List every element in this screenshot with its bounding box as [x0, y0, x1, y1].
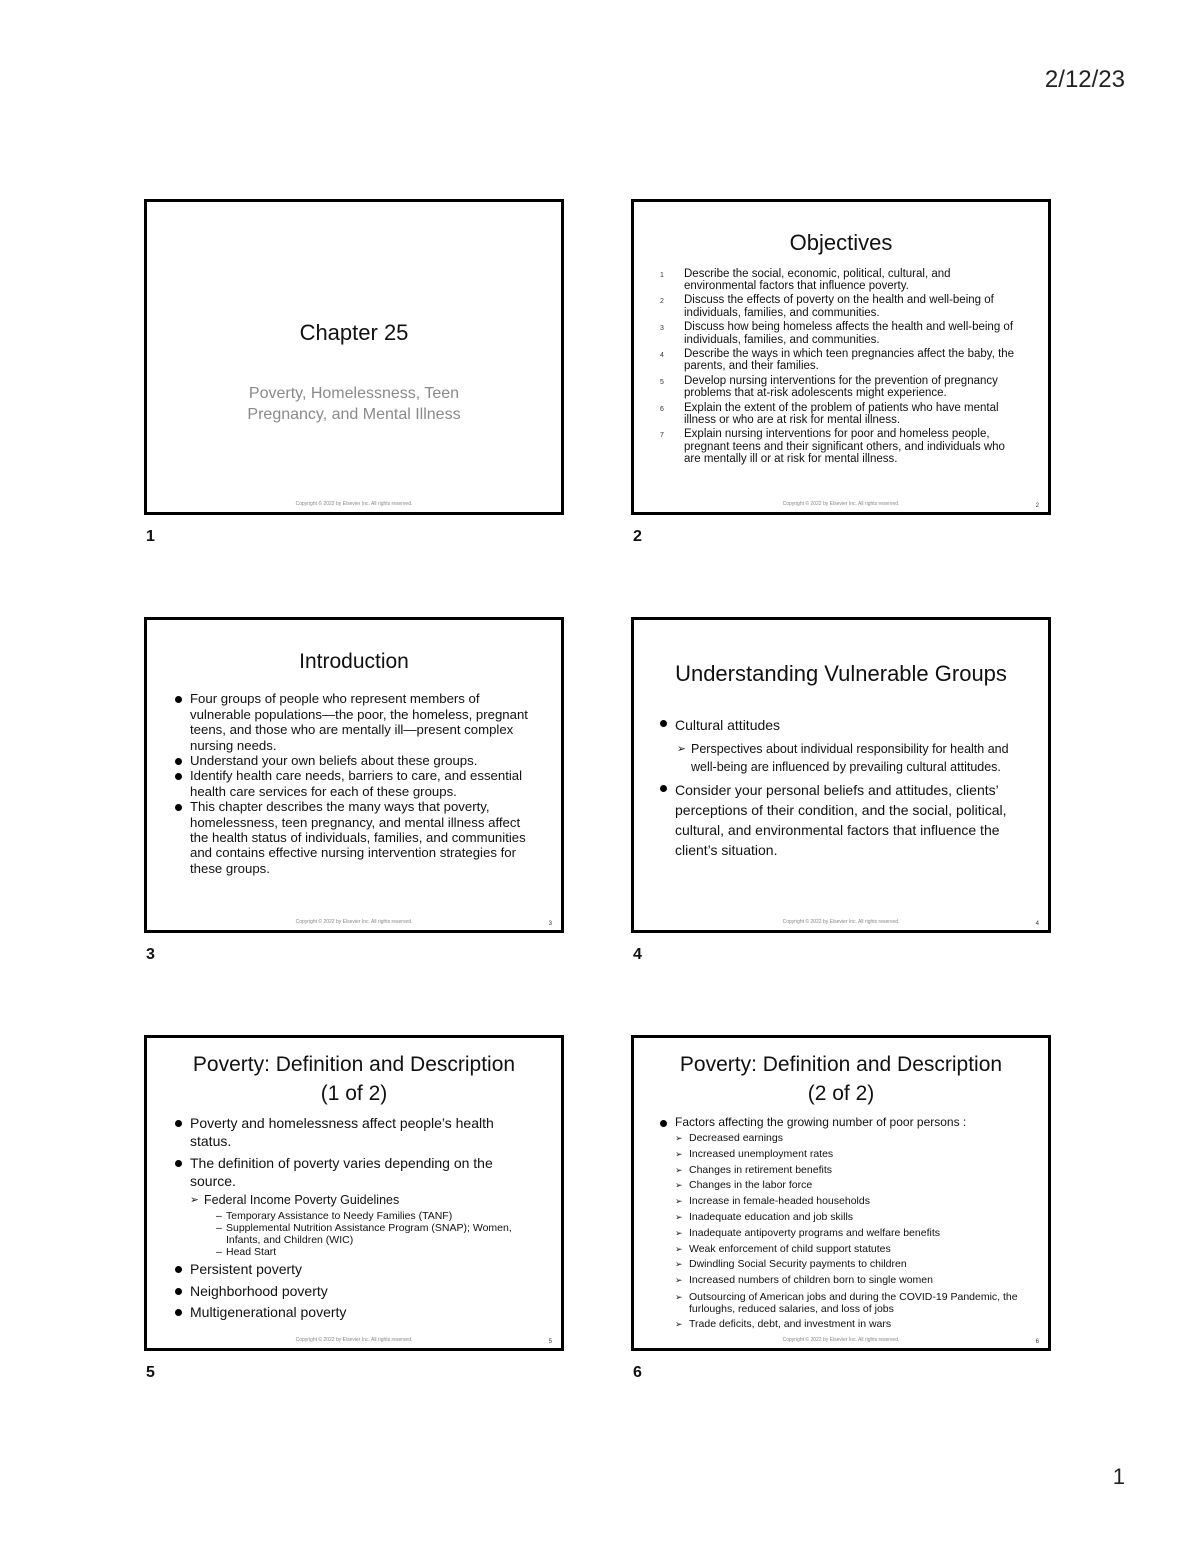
slide-title: Poverty: Definition and Description (2 of 2) — [679, 1053, 1003, 1105]
objectives-list — [648, 268, 1024, 466]
bullet-list — [173, 1115, 531, 1322]
page-number: 1 — [1112, 1464, 1125, 1489]
slide-4 — [631, 617, 1051, 933]
slide-6 — [631, 1035, 1051, 1351]
list-item: 6 Explain the extent of the problem of patients who have mental illness or who are at risk for mental illness. — [660, 401, 999, 427]
slide-number: 5 — [146, 1364, 155, 1381]
copyright-text: Copyright © 2022 by Elsevier Inc. All rights reserved. — [782, 501, 900, 507]
sub-item: ➢ Changes in the labor force — [675, 1178, 1018, 1194]
sub-item: ➢ Changes in retirement benefits — [675, 1163, 1018, 1179]
sub-list — [190, 1192, 531, 1258]
list-item: Factors affecting the growing number of poor persons : ➢ Decreased earnings ➢ Increased unemployment rates ➢ Changes in retirement benefits ➢ Changes in the labor force ➢ Increase in female-headed households ➢ Inadequate education and job skills ➢ Inadequate antipoverty programs and welfare benefits ➢ Weak enforcement of child support statutes ➢ Dwindling Social Security payments to children ➢ Increased numbers of children born to single women ➢ Outsourcing of American jobs and during the COVID-19 Pandemic, the furloughs, reduced salaries, and loss of jobs ➢ Trade deficits, debt, and investment in wars — [658, 1115, 1018, 1333]
corner-slide-number: 6 — [1035, 1339, 1039, 1345]
sub-item: ➢ Weak enforcement of child support statutes — [675, 1242, 1018, 1258]
slide-title: Objectives — [789, 230, 893, 255]
list-item: Identify health care needs, barriers to care, and essential health care services for each of these groups. — [173, 768, 535, 799]
list-item: 7 Explain nursing interventions for poor and homeless people, pregnant teens and their significant others, and individuals who are mentally ill or at risk for mental illness. — [660, 428, 1005, 466]
sub-item: ➢ Perspectives about individual responsibility for health and well-being are influenced by prevailing cultural attitudes. — [677, 740, 1018, 776]
sub-item: ➢ Inadequate education and job skills — [675, 1210, 1018, 1226]
corner-slide-number: 4 — [1035, 921, 1039, 927]
copyright-text: Copyright © 2022 by Elsevier Inc. All rights reserved. — [782, 1337, 900, 1343]
bullet-list — [173, 691, 535, 876]
sub-item: ➢ Trade deficits, debt, and investment in wars — [675, 1317, 1018, 1333]
list-item: Neighborhood poverty — [173, 1283, 531, 1301]
dash-item: – Head Start — [216, 1246, 531, 1258]
list-item: 4 Describe the ways in which teen pregnancies affect the baby, the parents, and their families. — [660, 348, 1015, 373]
copyright-text: Copyright © 2022 by Elsevier Inc. All rights reserved. — [295, 1337, 413, 1343]
dash-list — [216, 1210, 531, 1258]
list-item: This chapter describes the many ways that poverty, homelessness, teen pregnancy, and mental illness affect the health status of individuals, families, and communities and contains effective nursing intervention strategies for these groups. — [173, 799, 535, 876]
bullet-list — [658, 715, 1018, 860]
slide-title: Understanding Vulnerable Groups — [675, 661, 1007, 686]
sub-item: ➢ Dwindling Social Security payments to children — [675, 1257, 1018, 1273]
sub-item: ➢ Increased unemployment rates — [675, 1147, 1018, 1163]
slide-3 — [144, 617, 564, 933]
list-item: Poverty and homelessness affect people’s health status. — [173, 1115, 531, 1150]
corner-slide-number: 3 — [548, 921, 552, 927]
list-item: 1 Describe the social, economic, political, cultural, and environmental factors that influence poverty. — [660, 267, 951, 292]
list-item: Multigenerational poverty — [173, 1304, 531, 1322]
slide-number: 1 — [146, 528, 155, 545]
corner-slide-number: 2 — [1035, 503, 1039, 509]
list-item: 3 Discuss how being homeless affects the health and well-being of individuals, families, and communities. — [660, 321, 1014, 346]
sub-list — [675, 1131, 1018, 1333]
slide-number: 2 — [633, 528, 642, 545]
sub-item: ➢ Decreased earnings — [675, 1131, 1018, 1147]
sub-item: ➢ Increase in female-headed households — [675, 1194, 1018, 1210]
slide-subtitle: Poverty, Homelessness, Teen Pregnancy, and Mental Illness — [247, 385, 461, 423]
list-item: The definition of poverty varies depending on the source. ➢ Federal Income Poverty Guidelines – Temporary Assistance to Needy Families (TANF) – Supplemental Nutrition Assistance Program (SNAP); Women, Infants, and Children (WIC) – Head Start — [173, 1155, 531, 1258]
list-item: Persistent poverty — [173, 1261, 531, 1279]
sub-item: ➢ Federal Income Poverty Guidelines – Temporary Assistance to Needy Families (TANF) – Supplemental Nutrition Assistance Program (SNAP); Women, Infants, and Children (WIC) – Head Start — [190, 1192, 531, 1258]
copyright-text: Copyright © 2022 by Elsevier Inc. All rights reserved. — [782, 919, 900, 925]
slide-title: Introduction — [299, 650, 409, 673]
dash-item: – Temporary Assistance to Needy Families (TANF) — [216, 1210, 531, 1222]
list-item: 2 Discuss the effects of poverty on the health and well-being of individuals, families, and communities. — [660, 294, 994, 319]
list-item: Four groups of people who represent members of vulnerable populations—the poor, the homeless, pregnant teens, and those who are mentally ill—present complex nursing needs. — [173, 691, 535, 753]
page-date: 2/12/23 — [1044, 66, 1125, 93]
sub-item: ➢ Outsourcing of American jobs and during the COVID-19 Pandemic, the furloughs, reduced salaries, and loss of jobs — [675, 1291, 1018, 1315]
list-item: Cultural attitudes ➢ Perspectives about individual responsibility for health and well-being are influenced by prevailing cultural attitudes. — [658, 715, 1018, 776]
sub-item: ➢ Increased numbers of children born to single women — [675, 1273, 1018, 1289]
copyright-text: Copyright © 2022 by Elsevier Inc. All rights reserved. — [295, 501, 413, 507]
slide-number: 4 — [633, 946, 642, 963]
list-item: 5 Develop nursing interventions for the prevention of pregnancy problems that at-risk adolescents might experience. — [660, 374, 998, 400]
slide-5 — [144, 1035, 564, 1351]
slide-1 — [144, 199, 564, 515]
slide-2 — [631, 199, 1051, 515]
list-item: Understand your own beliefs about these groups. — [173, 753, 535, 768]
bullet-list — [658, 1115, 1018, 1333]
dash-item: – Supplemental Nutrition Assistance Program (SNAP); Women, Infants, and Children (WIC) — [216, 1222, 531, 1246]
copyright-text: Copyright © 2022 by Elsevier Inc. All rights reserved. — [295, 919, 413, 925]
slide-title: Poverty: Definition and Description (1 of 2) — [192, 1053, 516, 1105]
slide-number: 3 — [146, 946, 155, 963]
sub-item: ➢ Inadequate antipoverty programs and welfare benefits — [675, 1226, 1018, 1242]
corner-slide-number: 5 — [548, 1339, 552, 1345]
slide-title: Chapter 25 — [299, 320, 409, 345]
list-item: Consider your personal beliefs and attitudes, clients’ perceptions of their condition, and the social, political, cultural, and environmental factors that influence the client’s situation. — [658, 780, 1018, 860]
sub-list — [677, 740, 1018, 776]
slide-number: 6 — [633, 1364, 642, 1381]
